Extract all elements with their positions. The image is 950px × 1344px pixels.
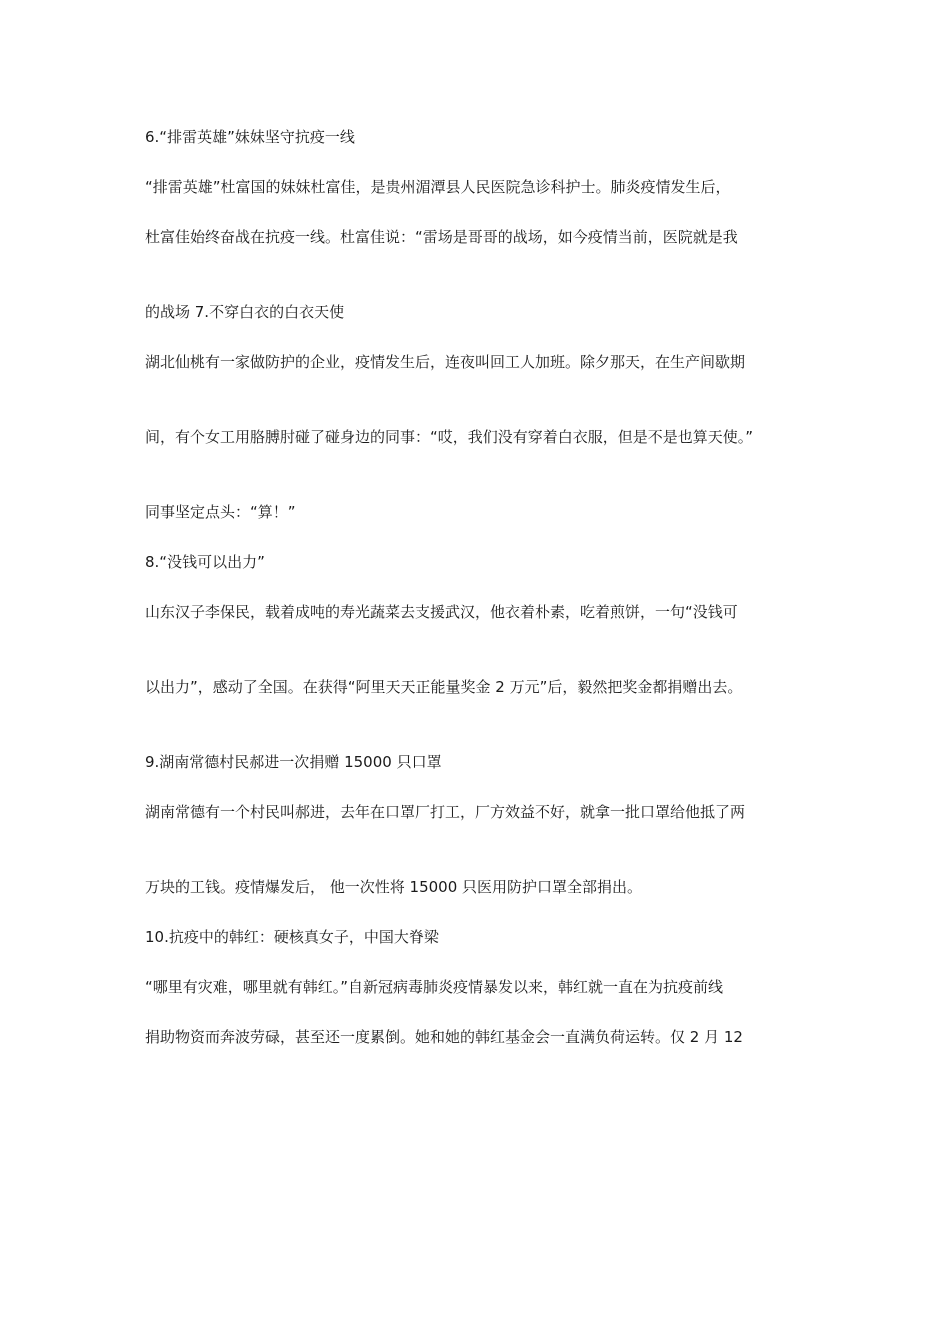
paragraph-line: “哪里有灾难，哪里就有韩红。”自新冠病毒肺炎疫情暴发以来，韩红就一直在为抗疫前线 <box>145 978 724 996</box>
heading-6: 6.“排雷英雄”妹妹坚守抗疫一线 <box>145 128 355 146</box>
paragraph-line: 以出力”，感动了全国。在获得“阿里天天正能量奖金 2 万元”后，毅然把奖金都捐赠出去。 <box>145 678 743 696</box>
heading-10: 10.抗疫中的韩红：硬核真女子，中国大脊梁 <box>145 928 439 946</box>
paragraph-line: 万块的工钱。疫情爆发后， 他一次性将 15000 只医用防护口罩全部捐出。 <box>145 878 643 896</box>
paragraph-line: “排雷英雄”杜富国的妹妹杜富佳，是贵州湄潭县人民医院急诊科护士。肺炎疫情发生后， <box>145 178 731 196</box>
paragraph-line: 间，有个女工用胳膊肘碰了碰身边的同事：“哎，我们没有穿着白衣服，但是不是也算天使。” <box>145 428 754 446</box>
paragraph-line: 同事坚定点头：“算！” <box>145 503 296 521</box>
heading-8: 8.“没钱可以出力” <box>145 553 265 571</box>
paragraph-line: 杜富佳始终奋战在抗疫一线。杜富佳说：“雷场是哥哥的战场，如今疫情当前，医院就是我 <box>145 228 738 246</box>
paragraph-line: 山东汉子李保民，载着成吨的寿光蔬菜去支援武汉，他衣着朴素，吃着煎饼，一句“没钱可 <box>145 603 738 621</box>
paragraph-line: 湖南常德有一个村民叫郝进，去年在口罩厂打工，厂方效益不好，就拿一批口罩给他抵了两 <box>145 803 746 821</box>
paragraph-line: 湖北仙桃有一家做防护的企业，疫情发生后，连夜叫回工人加班。除夕那天，在生产间歇期 <box>145 353 746 371</box>
heading-9: 9.湖南常德村民郝进一次捐赠 15000 只口罩 <box>145 753 442 771</box>
paragraph-line: 捐助物资而奔波劳碌，甚至还一度累倒。她和她的韩红基金会一直满负荷运转。仅 2 月 12 <box>145 1028 743 1046</box>
paragraph-line: 的战场 7.不穿白衣的白衣天使 <box>145 303 345 321</box>
